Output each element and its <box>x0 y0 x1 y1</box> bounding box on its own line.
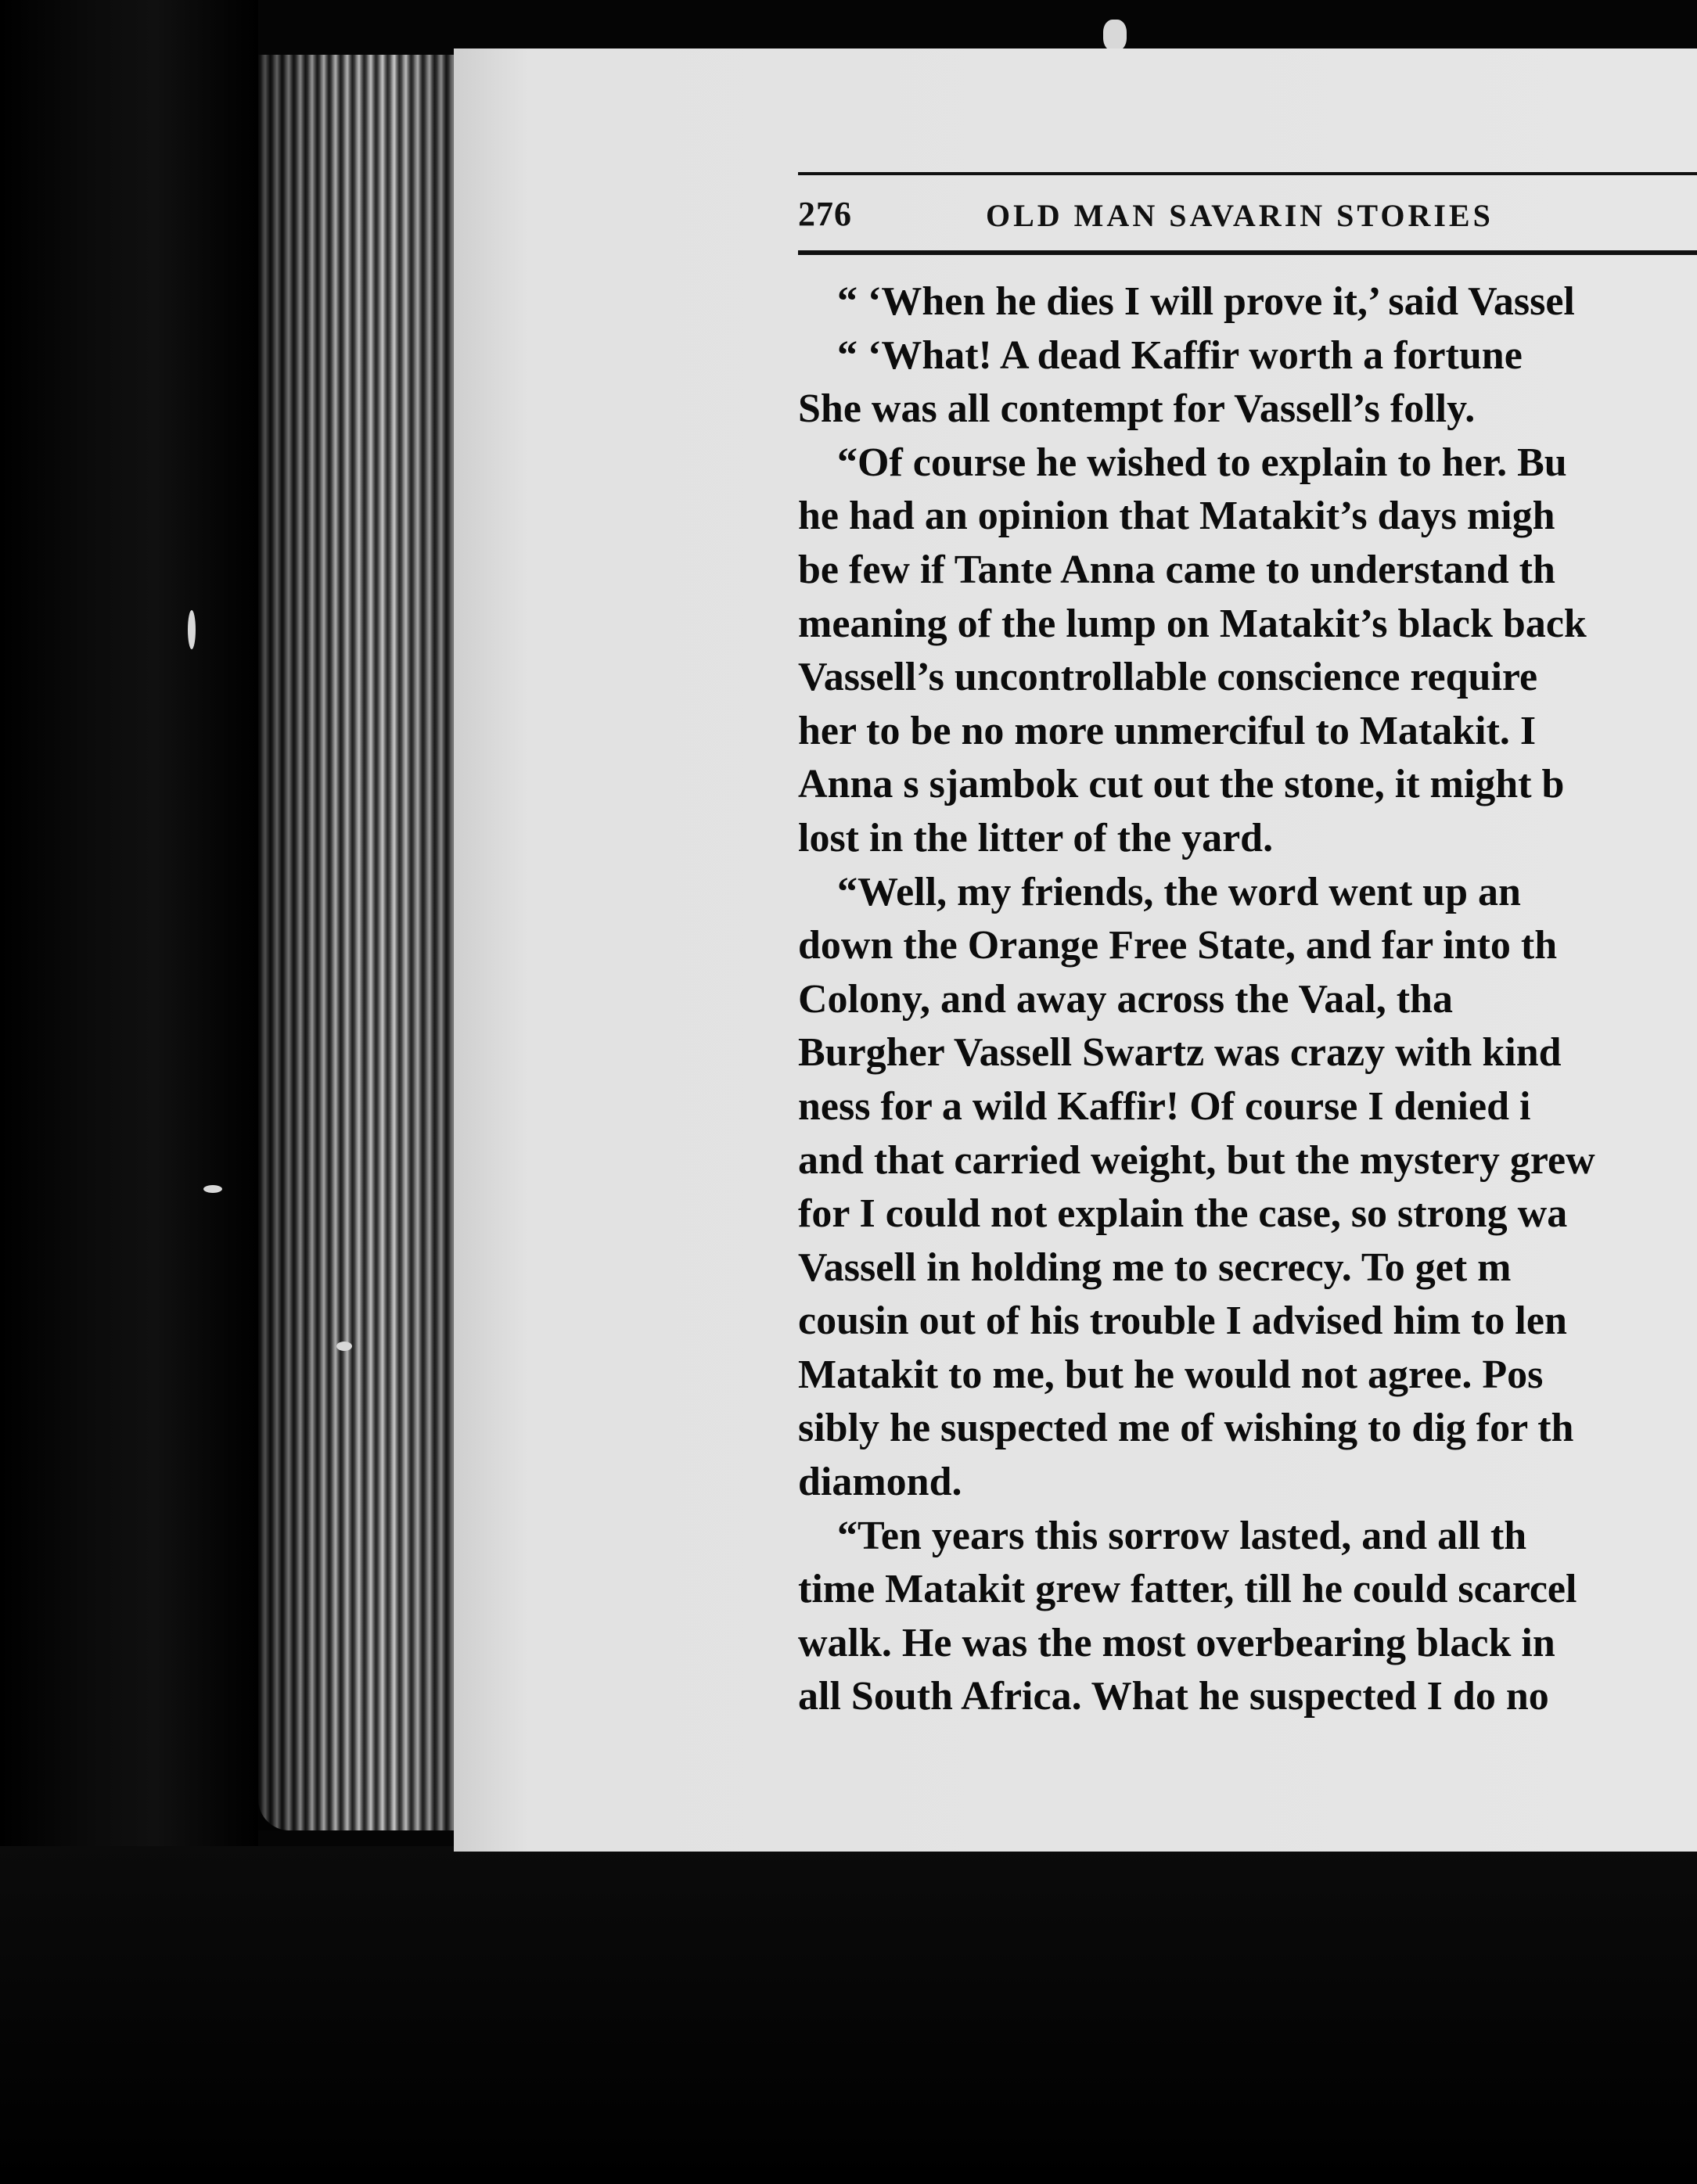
text-line: sibly he suspected me of wishing to dig for th <box>798 1406 1574 1451</box>
text-line: all South Africa. What he suspected I do no <box>798 1674 1549 1719</box>
text-line: “Ten years this sorrow lasted, and all th <box>837 1513 1527 1558</box>
text-line: cousin out of his trouble I advised him to len <box>798 1299 1567 1344</box>
text-line: down the Orange Free State, and far into th <box>798 923 1558 968</box>
dust-speck <box>203 1185 222 1193</box>
text-line: Anna s sjambok cut out the stone, it might b <box>798 762 1565 807</box>
running-head: OLD MAN SAVARIN STORIES <box>986 198 1494 233</box>
body-text <box>798 275 1697 1724</box>
text-line: her to be no more unmerciful to Matakit. I <box>798 708 1537 753</box>
page-header <box>798 117 1697 264</box>
text-line: diamond. <box>798 1460 962 1505</box>
text-line: Colony, and away across the Vaal, tha <box>798 976 1453 1022</box>
text-line: meaning of the lump on Matakit’s black back <box>798 601 1587 646</box>
text-line: “Well, my friends, the word went up an <box>837 869 1521 914</box>
text-line: Vassell’s uncontrollable conscience require <box>798 655 1538 700</box>
text-line: “ ‘When he dies I will prove it,’ said Vassel <box>837 279 1575 324</box>
text-line: ness for a wild Kaffir! Of course I denied i <box>798 1083 1531 1129</box>
dust-speck <box>1103 20 1127 51</box>
text-line: Burgher Vassell Swartz was crazy with kind <box>798 1030 1562 1076</box>
dust-speck <box>336 1342 352 1351</box>
header-rule-bottom <box>798 250 1697 255</box>
text-line: “Of course he wished to explain to her. Bu <box>837 440 1567 485</box>
page-number: 276 <box>798 195 852 233</box>
text-line: time Matakit grew fatter, till he could scarcel <box>798 1567 1577 1612</box>
text-line: Matakit to me, but he would not agree. Pos <box>798 1352 1544 1397</box>
text-line: he had an opinion that Matakit’s days migh <box>798 494 1555 539</box>
text-line: be few if Tante Anna came to understand th <box>798 547 1555 592</box>
text-line: “ ‘What! A dead Kaffir worth a fortune <box>837 332 1523 378</box>
text-line: lost in the litter of the yard. <box>798 815 1274 860</box>
background-bottom <box>0 1846 1697 2184</box>
text-line: for I could not explain the case, so strong wa <box>798 1191 1568 1237</box>
dust-speck <box>188 610 196 649</box>
text-line: and that carried weight, but the mystery grew <box>798 1137 1595 1183</box>
book-fore-edge <box>258 55 454 1830</box>
header-rule-top <box>798 172 1697 175</box>
text-line: Vassell in holding me to secrecy. To get m <box>798 1245 1512 1290</box>
text-line: walk. He was the most overbearing black in <box>798 1620 1555 1665</box>
text-line: She was all contempt for Vassell’s folly. <box>798 386 1476 432</box>
